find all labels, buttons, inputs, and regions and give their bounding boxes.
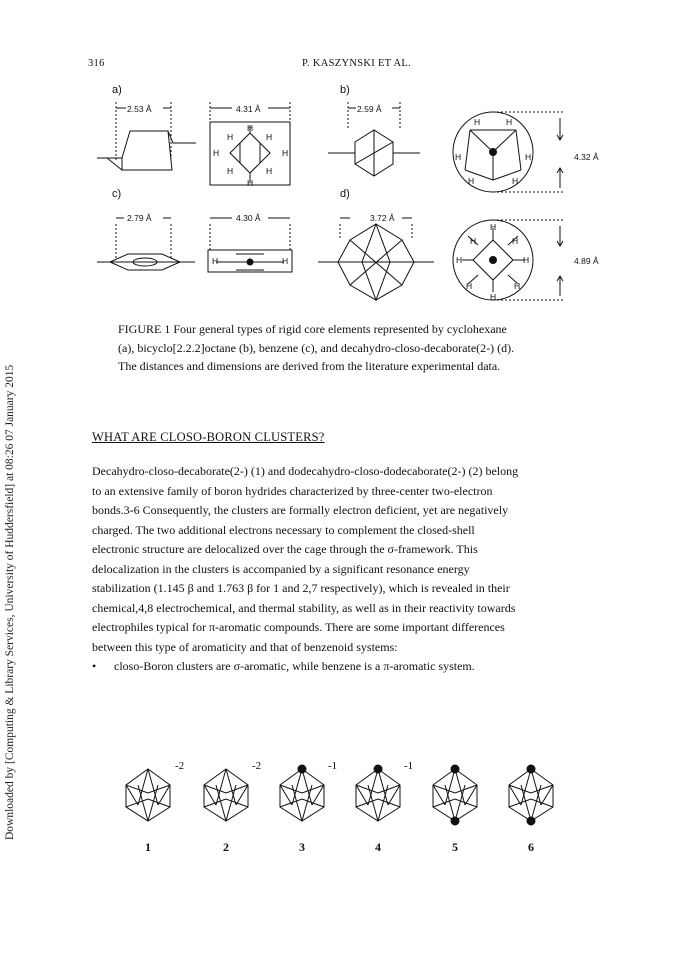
cluster-6 [509, 765, 553, 825]
paragraph-line: charged. The two additional electrons necessary to complement the closed-shell [92, 522, 475, 537]
panel-label-b: b) [340, 84, 350, 96]
cyclohexane-side [97, 131, 196, 158]
dim-b-1: 2.59 Å [357, 104, 382, 114]
dim-a-1: 2.53 Å [127, 104, 152, 114]
paragraph-line: chemical,4,8 electrochemical, and thermal stability, as well as in their reactivity towards [92, 600, 516, 615]
h-atom-label: H [247, 178, 254, 188]
cluster-label: 3 [299, 840, 305, 854]
paragraph-line: to an extensive family of boron hydrides characterized by three-center two-electron [92, 483, 493, 498]
h-atom-label: H [466, 281, 473, 291]
clusters-drawing [0, 755, 681, 875]
dim-a-2: 4.31 Å [236, 104, 261, 114]
cluster-label: 1 [145, 840, 151, 854]
download-note: Downloaded by [Computing & Library Services, University of Huddersfield] at 08:26 07 January 2015 [4, 364, 16, 840]
running-head: P. KASZYNSKI ET AL. [302, 58, 412, 69]
section-heading: WHAT ARE CLOSO-BORON CLUSTERS? [92, 430, 325, 444]
bullet-item [92, 657, 598, 677]
h-atom-label: H [282, 148, 289, 158]
bullet-text: closo-Boron clusters are σ-aromatic, while benzene is a π-aromatic system. [114, 659, 475, 673]
h-atom-label: H [266, 132, 273, 142]
h-atom-label: H [213, 148, 220, 158]
cluster-charge: -1 [328, 760, 338, 772]
bullet-mark: • [92, 659, 97, 673]
cluster-label: 2 [223, 840, 229, 854]
page-number: 316 [88, 58, 105, 69]
paragraph-line: electronic structure are delocalized over the cage through the σ-framework. This [92, 542, 478, 556]
caption-line: FIGURE 1 Four general types of rigid core elements represented by cyclohexane [118, 322, 507, 336]
h-atom-label: H [468, 176, 475, 186]
h-atom-label: H [266, 166, 273, 176]
h-atom-label: H [282, 256, 289, 266]
cluster-charge: -2 [252, 760, 262, 772]
cluster-4 [356, 765, 400, 821]
h-atom-label: H [506, 117, 513, 127]
cluster-label: 6 [528, 840, 534, 854]
paragraph-line: stabilization (1.145 β and 1.763 β for 1 and 2,7 respectively), which is revealed in their [92, 581, 510, 595]
dim-c-1: 2.79 Å [127, 213, 152, 223]
cluster-1 [126, 769, 170, 821]
h-atom-label: H [455, 152, 462, 162]
cluster-3 [280, 765, 324, 821]
h-atom-label: H [523, 255, 530, 265]
cluster-2 [204, 769, 248, 821]
h-atom-label: H [456, 255, 463, 265]
dim-b-2: 4.32 Å [574, 152, 599, 162]
dim-d-1: 3.72 Å [370, 213, 395, 223]
cluster-charge: -2 [175, 760, 185, 772]
h-atom-label: H [525, 152, 532, 162]
dim-c-2: 4.30 Å [236, 213, 261, 223]
h-atom-label: H [512, 236, 519, 246]
dim-d-2: 4.89 Å [574, 256, 599, 266]
h-atom-label: H [227, 132, 234, 142]
paragraph-line: electrophiles typical for π-aromatic compounds. There are some important differences [92, 620, 505, 634]
h-atom-label: H [212, 256, 219, 266]
body-paragraph [92, 462, 598, 677]
h-atom-label: H [514, 281, 521, 291]
h-atom-label: H [512, 176, 519, 186]
h-atom-label: H [470, 236, 477, 246]
paragraph-line: between this type of aromaticity and that of benzenoid systems: [92, 639, 398, 654]
h-atom-label: H [247, 123, 254, 133]
figure-drawing [0, 0, 681, 330]
cluster-label: 4 [375, 840, 381, 854]
h-atom-label: H [474, 117, 481, 127]
paragraph-line: bonds.3-6 Consequently, the clusters are formally electron deficient, yet are negatively [92, 503, 509, 517]
cluster-5 [433, 765, 477, 825]
caption-line: The distances and dimensions are derived from the literature experimental data. [118, 359, 501, 373]
h-atom-label: H [490, 292, 497, 302]
caption-line: (a), bicyclo[2.2.2]octane (b), benzene (c), and decahydro-closo-decaborate(2-) (d). [118, 340, 515, 355]
cluster-charge: -1 [404, 760, 414, 772]
cyclohexane-top [230, 132, 273, 173]
panel-label-d: d) [340, 188, 350, 200]
figure-caption [118, 320, 618, 376]
paragraph-line: delocalization in the clusters is accompanied by a significant resonance energy [92, 561, 470, 576]
h-atom-label: H [227, 166, 234, 176]
paragraph-line: Decahydro-closo-decaborate(2-) (1) and dodecahydro-closo-dodecaborate(2-) (2) belong [92, 464, 519, 478]
panel-label-c: c) [112, 188, 122, 200]
h-atom-label: H [490, 222, 497, 232]
panel-label-a: a) [112, 84, 122, 96]
cluster-label: 5 [452, 840, 458, 854]
